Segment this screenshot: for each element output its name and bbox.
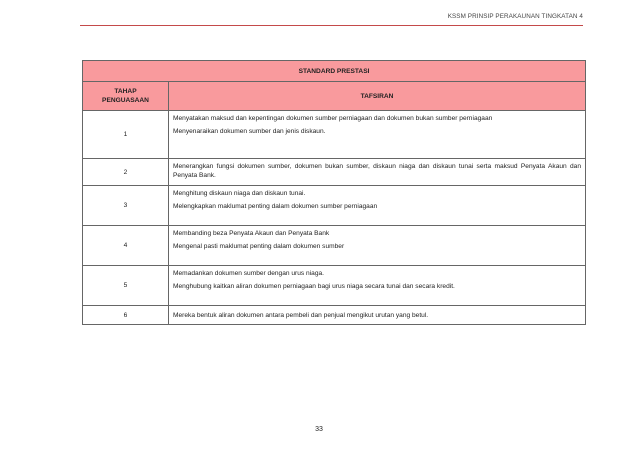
standard-prestasi-table [82, 60, 586, 325]
description-cell [169, 266, 586, 306]
description-cell [169, 159, 586, 186]
description-cell [169, 226, 586, 266]
table-row [83, 159, 586, 186]
level-cell: 2 [83, 159, 169, 186]
table-row [83, 306, 586, 325]
description-cell [169, 306, 586, 325]
level-cell: 3 [83, 186, 169, 226]
description-item: Menerangkan fungsi dokumen sumber, dokumen bukan sumber, diskaun niaga dan diskaun tunai serta maksud Penyata Akaun dan Penyata Bank. [173, 163, 582, 179]
description-item: Mereka bentuk aliran dokumen antara pembeli dan penjual mengikut urutan yang betul. [173, 311, 429, 319]
description-item: Membanding beza Penyata Akaun dan Penyata Bank [173, 230, 330, 237]
description-item: Memadankan dokumen sumber dengan urus niaga. [173, 270, 325, 277]
level-cell: 5 [83, 266, 169, 306]
page-number: 33 [315, 426, 323, 433]
table-row [83, 111, 586, 159]
table-row [83, 266, 586, 306]
description-item: Melengkapkan maklumat penting dalam dokumen sumber perniagaan [173, 203, 378, 210]
column-header-level [83, 82, 169, 111]
level-cell: 1 [83, 111, 169, 159]
table-row [83, 226, 586, 266]
header-rule [80, 25, 583, 26]
column-header-level-line2: PENGUASAAN [102, 97, 149, 104]
level-cell: 4 [83, 226, 169, 266]
description-cell [169, 111, 586, 159]
running-header: KSSM PRINSIP PERAKAUNAN TINGKATAN 4 [447, 13, 583, 20]
description-item: Menghubung kaitkan aliran dokumen perniagaan bagi urus niaga secara tunai dan secara kredit. [173, 283, 455, 290]
description-item: Menyenaraikan dokumen sumber dan jenis diskaun. [173, 128, 326, 135]
description-cell [169, 186, 586, 226]
table-title: STANDARD PRESTASI [83, 61, 586, 82]
column-header-description: TAFSIRAN [169, 82, 586, 111]
description-item: Menghitung diskaun niaga dan diskaun tunai. [173, 190, 306, 197]
column-header-level-line1: TAHAP [114, 88, 137, 95]
table-row [83, 186, 586, 226]
level-cell: 6 [83, 306, 169, 325]
description-item: Mengenal pasti maklumat penting dalam dokumen sumber [173, 243, 345, 250]
description-item: Menyatakan maksud dan kepentingan dokumen sumber perniagaan dan dokumen bukan sumber perniagaan [173, 115, 493, 122]
